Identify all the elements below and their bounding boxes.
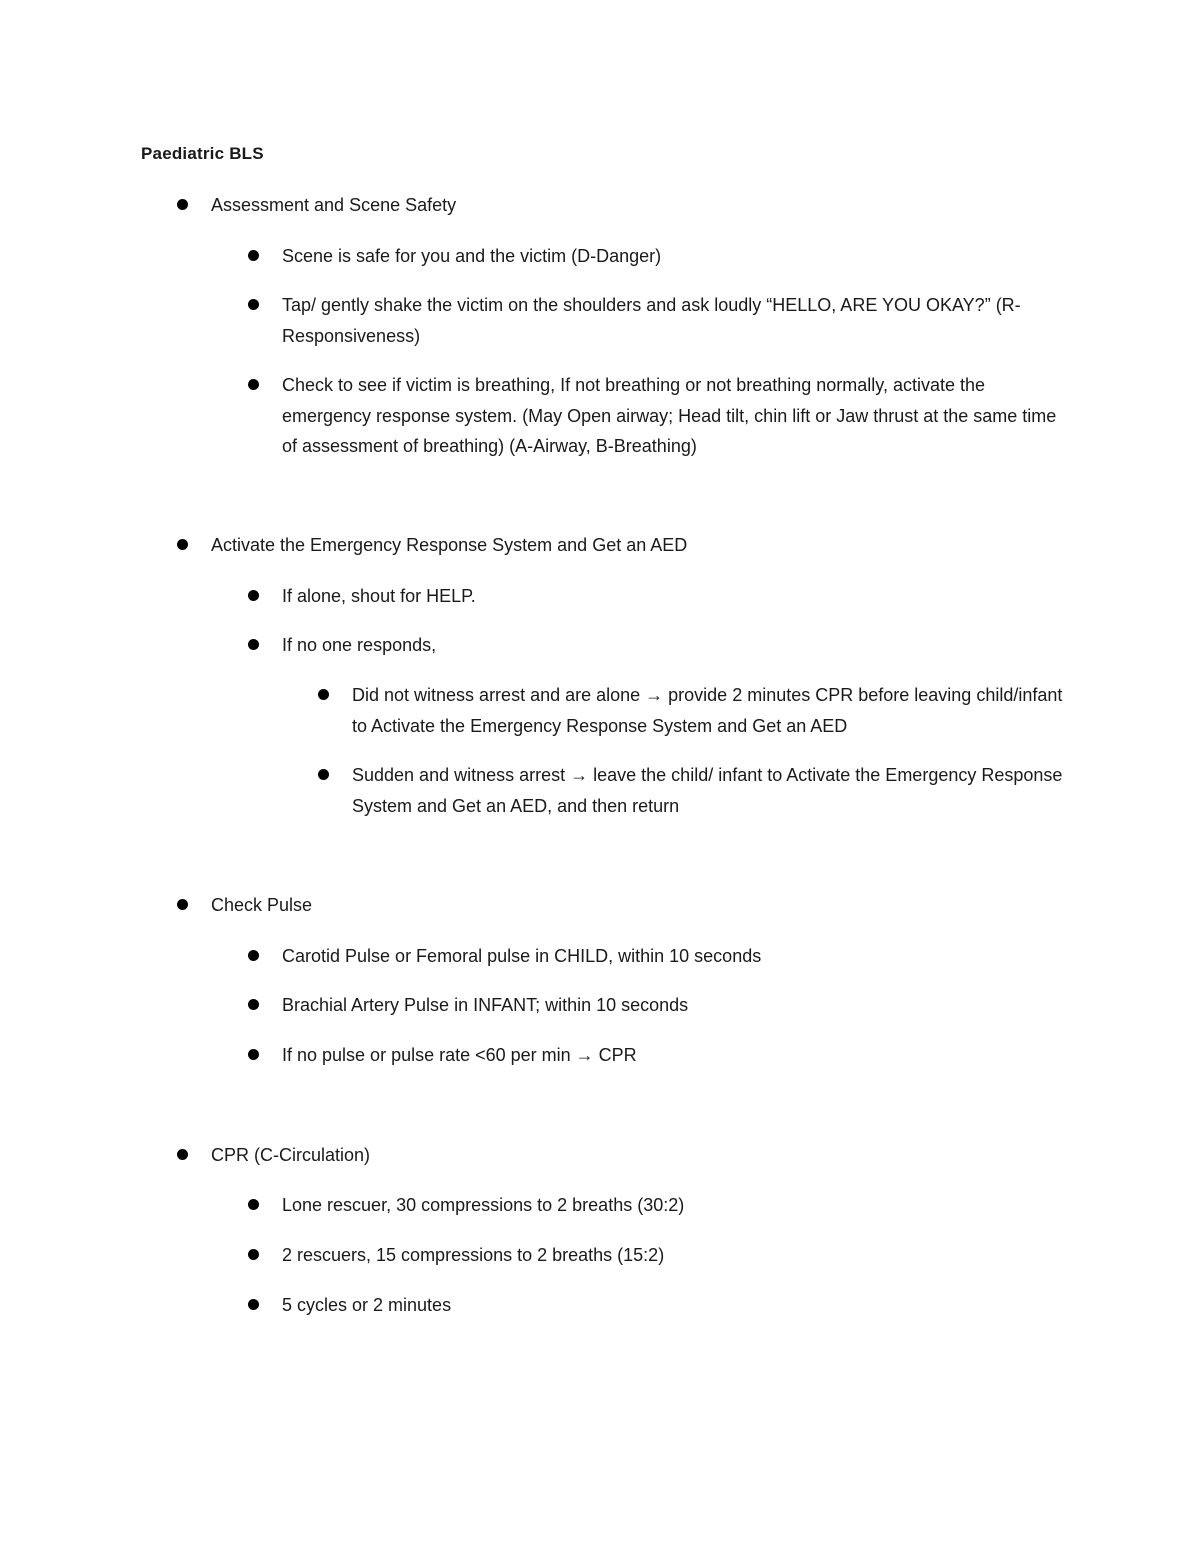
page-title: Paediatric BLS [141,144,264,163]
bullet-icon [248,1249,259,1260]
bullet-icon [318,769,329,780]
bullet-icon [177,1149,188,1160]
list-item [282,1240,1072,1271]
section-heading-text: Check Pulse [211,895,313,915]
list-item [282,1040,1072,1071]
section-heading-assessment [211,190,1091,221]
section-heading-text: CPR (C-Circulation) [211,1145,371,1165]
list-item [282,290,1072,351]
list-item-text: If alone, shout for HELP. [282,586,476,606]
sub-list-item [352,680,1072,741]
list-item-text: Tap/ gently shake the victim on the shoulders and ask loudly “HELLO, ARE YOU OKAY?” (R-Responsiveness) [282,295,1021,346]
bullet-icon [177,539,188,550]
list-item-text: Brachial Artery Pulse in INFANT; within 10 seconds [282,995,689,1015]
bullet-icon [248,590,259,601]
list-item-text: Carotid Pulse or Femoral pulse in CHILD, within 10 seconds [282,946,762,966]
bullet-icon [248,999,259,1010]
bullet-icon [248,299,259,310]
list-item [282,1190,1072,1221]
list-item-text: Scene is safe for you and the victim (D-Danger) [282,246,662,266]
list-item-text: If no pulse or pulse rate <60 per min → CPR [282,1045,637,1065]
list-item [282,990,1072,1021]
list-item-text: 5 cycles or 2 minutes [282,1295,452,1315]
list-item-text: 2 rescuers, 15 compressions to 2 breaths (15:2) [282,1245,665,1265]
bullet-icon [177,199,188,210]
bullet-icon [248,639,259,650]
section-heading-activate-ers [211,530,1091,561]
bullet-icon [248,950,259,961]
list-item [282,241,1072,272]
section-heading-text: Assessment and Scene Safety [211,195,457,215]
section-heading-cpr [211,1140,1091,1171]
list-item [282,630,1072,661]
list-item-text: Lone rescuer, 30 compressions to 2 breaths (30:2) [282,1195,685,1215]
list-item [282,1290,1072,1321]
list-item-text: If no one responds, [282,635,437,655]
section-heading-text: Activate the Emergency Response System and Get an AED [211,535,688,555]
sub-list-item-text: Sudden and witness arrest → leave the child/ infant to Activate the Emergency Response System and Get an AED, and then return [352,765,1063,816]
list-item [282,941,1072,972]
list-item [282,581,1072,612]
bullet-icon [248,1199,259,1210]
bullet-icon [248,1299,259,1310]
list-item-text: Check to see if victim is breathing, If not breathing or not breathing normally, activate the emergency response system. (May Open airway; Head tilt, chin lift or Jaw thrust at the same time of assessment of breathing) (A-Airway, B-Breathing) [282,375,1057,456]
bullet-icon [248,379,259,390]
bullet-icon [318,689,329,700]
list-item [282,370,1072,462]
sub-list-item-text: Did not witness arrest and are alone → provide 2 minutes CPR before leaving child/infant to Activate the Emergency Response System and Get an AED [352,685,1063,736]
bullet-icon [177,899,188,910]
bullet-icon [248,250,259,261]
section-heading-check-pulse [211,890,1091,921]
bullet-icon [248,1049,259,1060]
sub-list-item [352,760,1072,821]
